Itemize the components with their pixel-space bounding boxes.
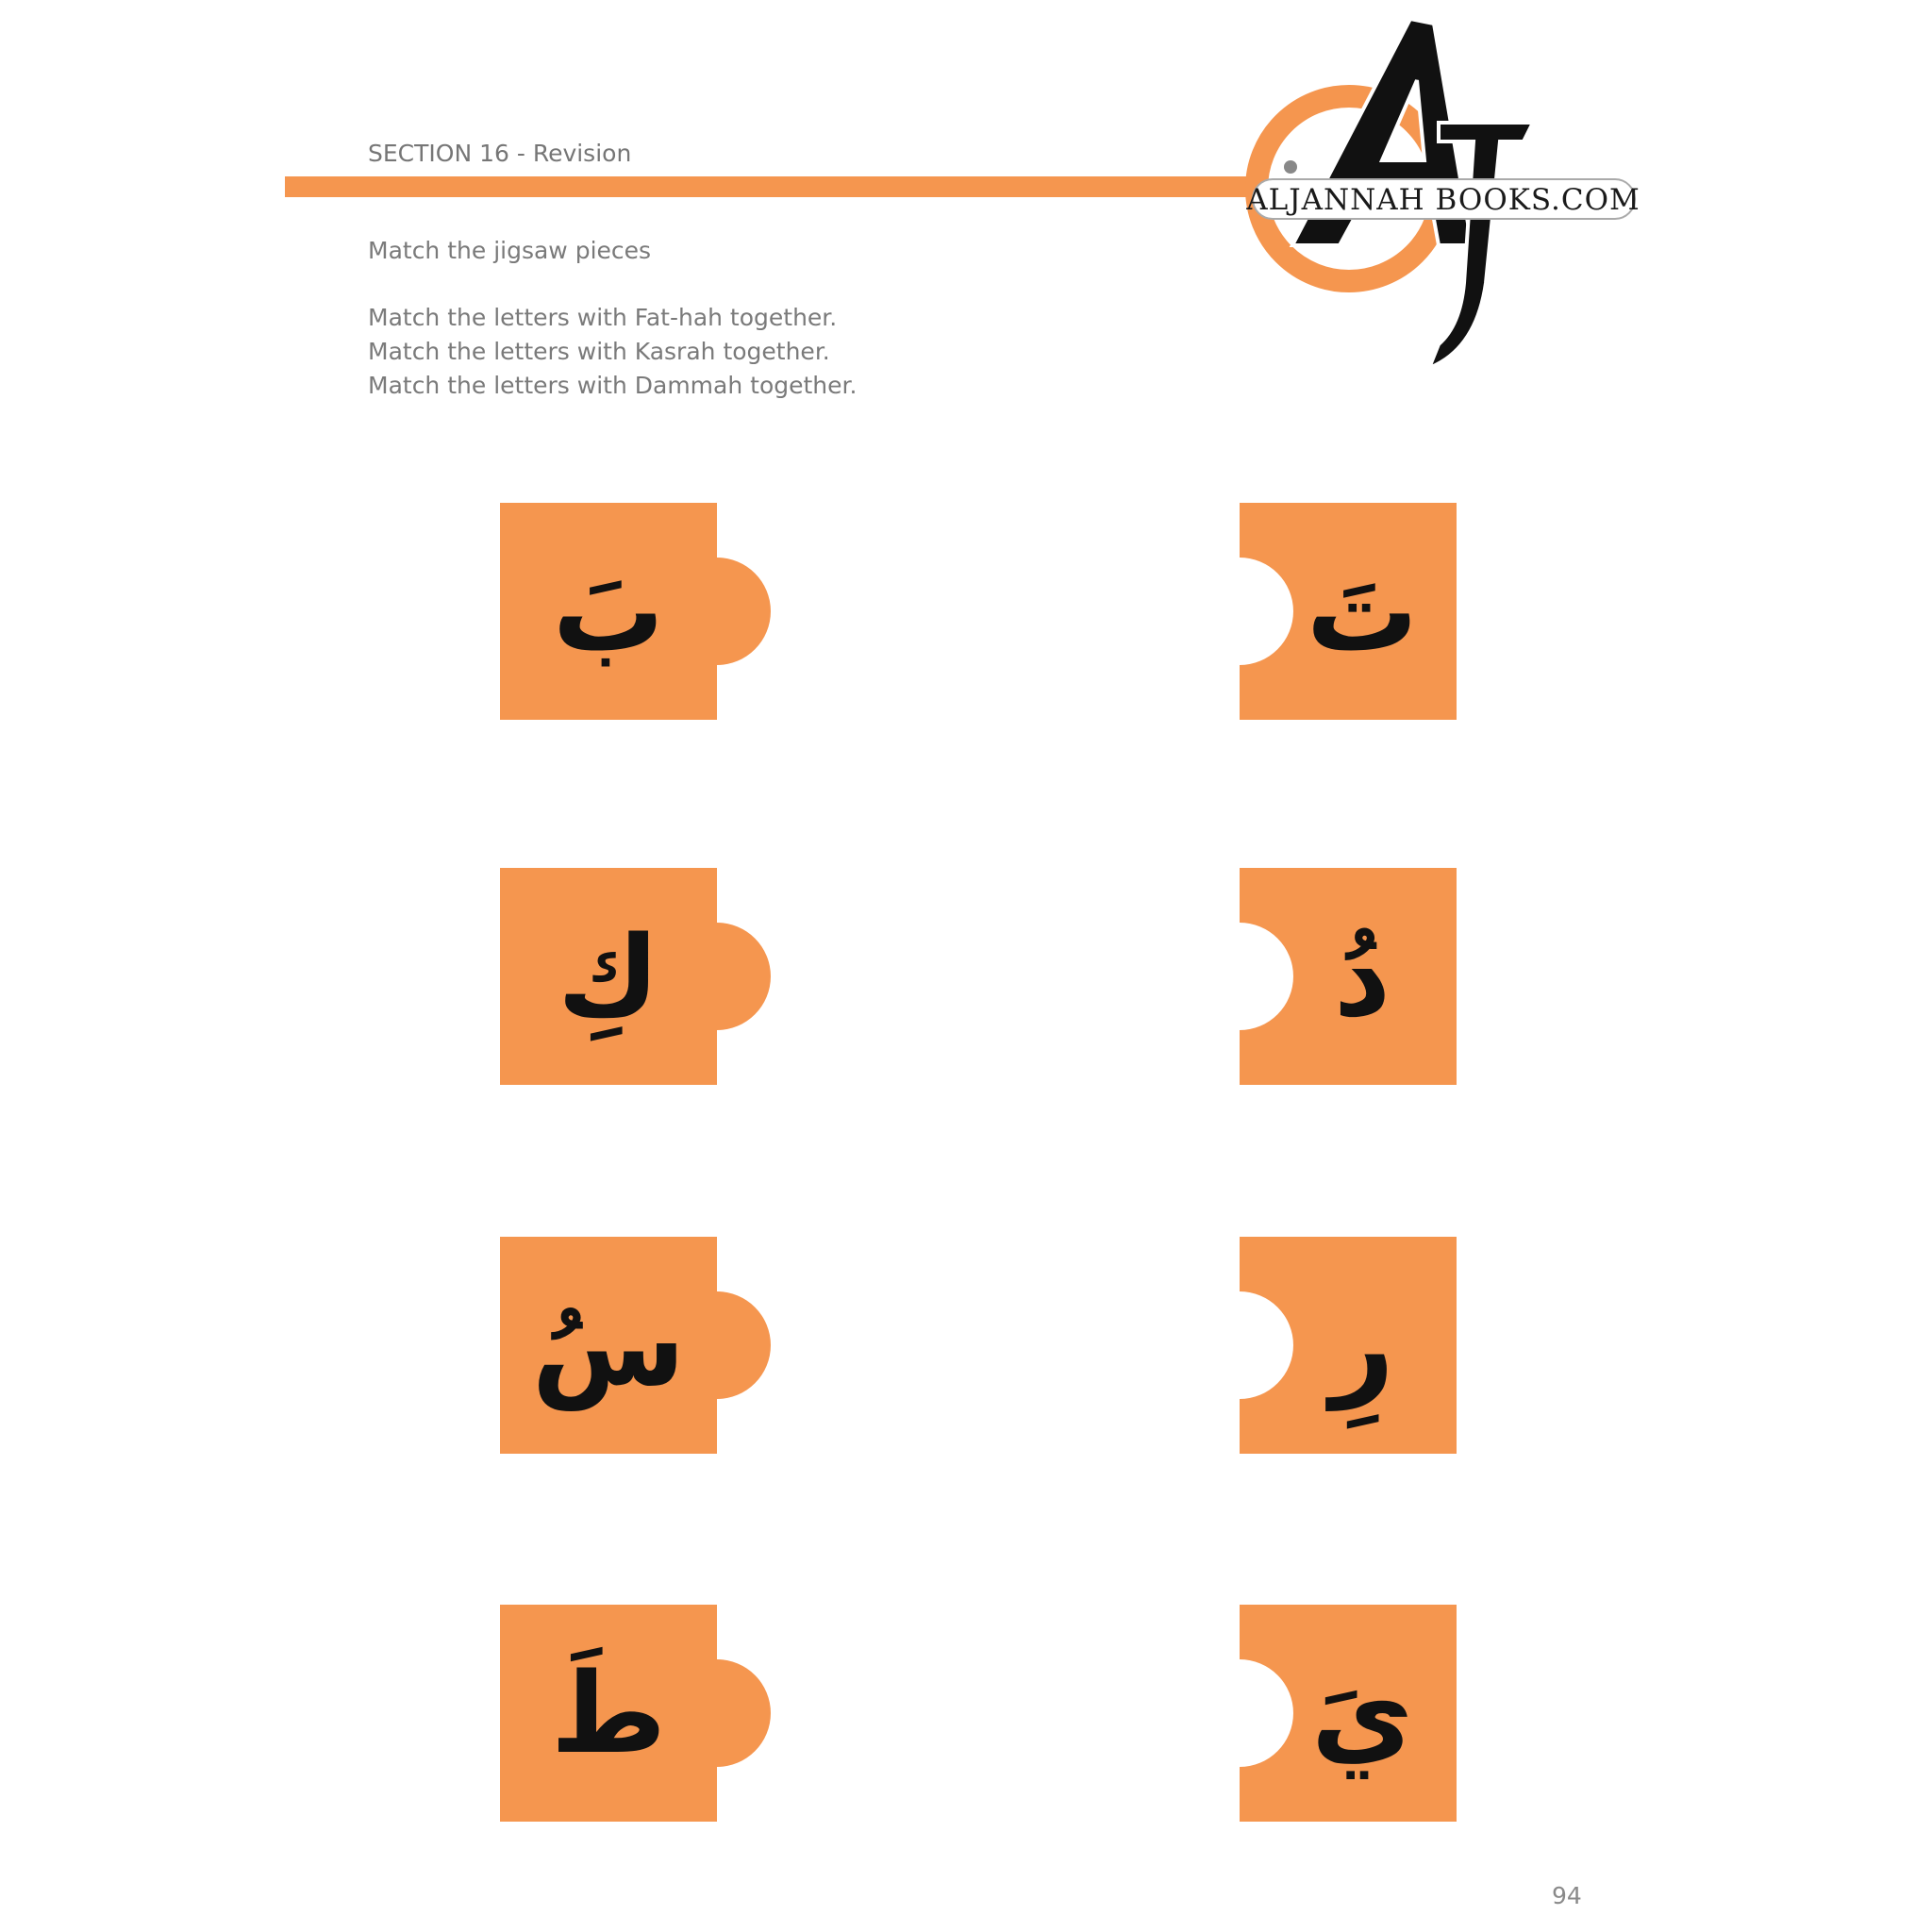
section-title: SECTION 16 - Revision bbox=[368, 140, 632, 167]
puzzle-piece[interactable] bbox=[500, 503, 774, 720]
instruction-line: Match the letters with Dammah together. bbox=[368, 372, 858, 399]
instructions bbox=[368, 234, 857, 403]
puzzle-piece[interactable] bbox=[1240, 1605, 1513, 1822]
arabic-letter: تَ bbox=[1306, 546, 1419, 676]
puzzle-piece[interactable] bbox=[500, 1605, 774, 1822]
arabic-letter: سُ bbox=[531, 1280, 686, 1410]
arabic-letter: كِ bbox=[557, 911, 660, 1041]
puzzle-piece[interactable] bbox=[500, 1237, 774, 1454]
aljannah-logo bbox=[1217, 0, 1651, 382]
instruction-line: Match the letters with Fat-hah together. bbox=[368, 304, 838, 331]
header-divider bbox=[285, 176, 1247, 197]
puzzle-piece[interactable] bbox=[1240, 1237, 1513, 1454]
arabic-letter: طَ bbox=[550, 1648, 667, 1778]
logo-graphic bbox=[1217, 0, 1651, 382]
arabic-letter: رِ bbox=[1330, 1280, 1394, 1410]
puzzle-piece[interactable] bbox=[500, 868, 774, 1085]
puzzle-piece[interactable] bbox=[1240, 503, 1513, 720]
instruction-line: Match the letters with Kasrah together. bbox=[368, 338, 830, 365]
page-number: 94 bbox=[1552, 1882, 1582, 1909]
logo-text: ALJANNAH BOOKS.COM bbox=[1246, 183, 1641, 217]
instructions-heading: Match the jigsaw pieces bbox=[368, 237, 652, 264]
puzzle-piece[interactable] bbox=[1240, 868, 1513, 1085]
arabic-letter: يَ bbox=[1310, 1648, 1414, 1778]
arabic-letter: دُ bbox=[1333, 911, 1391, 1041]
arabic-letter: بَ bbox=[552, 546, 665, 676]
